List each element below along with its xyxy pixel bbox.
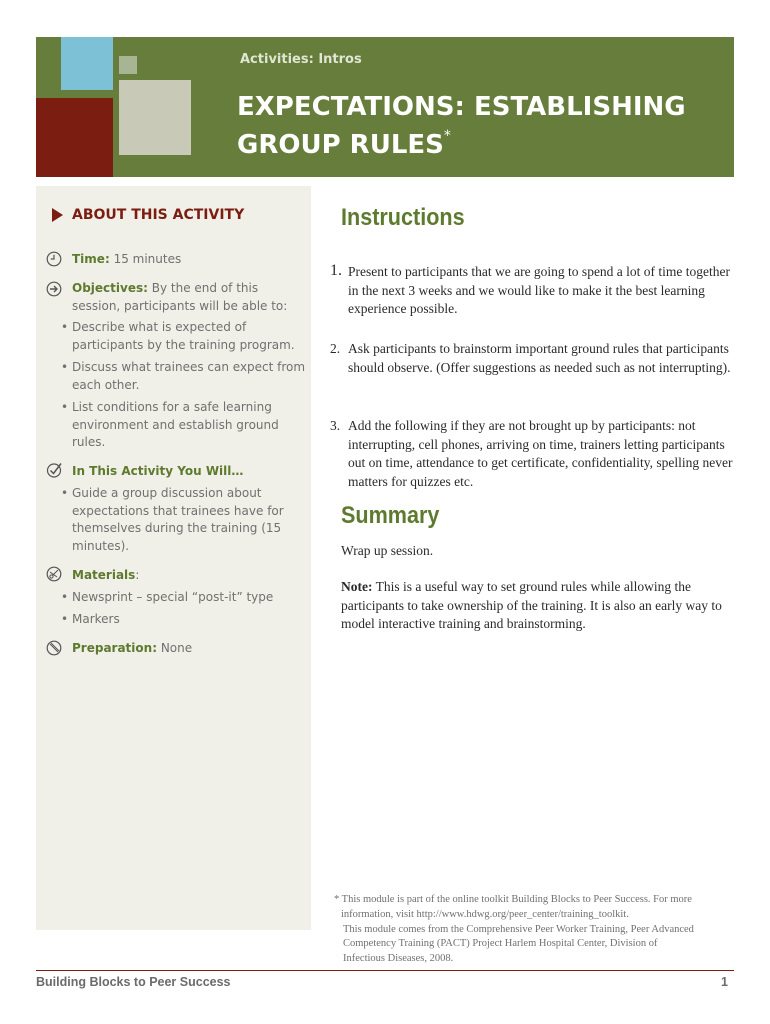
preparation-value: None — [160, 641, 193, 655]
footnote-line: Competency Training (PACT) Project Harlem Hospital Center, Division of — [343, 938, 658, 950]
footnote-line: Infectious Diseases, 2008. — [343, 953, 454, 965]
material-item: • Markers — [61, 611, 308, 629]
section-kicker: Activities: Intros — [240, 52, 362, 67]
title-line-1: EXPECTATIONS: ESTABLISHING — [237, 92, 686, 122]
step-number: 3. — [330, 418, 341, 433]
time-label: Time: — [72, 252, 110, 266]
step-text: Ask participants to brainstorm important ground rules that participants should observe. (Offer suggestions as needed such as not interrupting). — [348, 341, 731, 375]
decor-square-blue — [61, 37, 113, 90]
footnote-line: information, visit http://www.hdwg.org/peer_center/training_toolkit. — [341, 908, 629, 920]
activity-heading — [72, 463, 308, 481]
activity-item: • Guide a group discussion about expectations that trainees have for themselves during the training (15 minutes). — [61, 485, 308, 555]
footnote — [334, 893, 714, 967]
objective-item: • Discuss what trainees can expect from each other. — [61, 359, 308, 394]
note-label: Note: — [341, 579, 373, 594]
decor-square-small — [119, 56, 137, 74]
scissors-icon — [46, 566, 62, 582]
decor-square-red — [36, 98, 113, 177]
preparation-label: Preparation: — [72, 641, 157, 655]
preparation-row — [72, 640, 308, 658]
objectives-text: By the end of this session, participants will be able to: — [72, 281, 288, 313]
about-heading — [52, 207, 244, 223]
objective-item: • List conditions for a safe learning environment and establish ground rules. — [61, 399, 308, 452]
about-heading-text: ABOUT THIS ACTIVITY — [72, 207, 245, 223]
material-item: • Newsprint – special “post-it” type — [61, 589, 308, 607]
time-row — [72, 251, 308, 269]
summary-heading: Summary — [341, 502, 440, 529]
step-number: 1. — [330, 262, 342, 279]
pencil-icon — [46, 640, 62, 656]
instructions-heading: Instructions — [341, 204, 465, 231]
time-value: 15 minutes — [113, 252, 182, 266]
title-line-2: GROUP RULES — [237, 130, 444, 160]
summary-text: Wrap up session. — [341, 543, 434, 558]
footnote-line: This module comes from the Comprehensive Peer Worker Training, Peer Advanced — [343, 923, 694, 935]
step-text: Add the following if they are not brought up by participants: not interrupting, cell phones, arriving on time, trainers letting participants out on time, attendance to get certificate, confidentiality, spelling never matters for quizzes etc. — [348, 418, 733, 489]
footer-divider — [36, 970, 734, 971]
objective-item: • Describe what is expected of participants by the training program. — [61, 319, 308, 354]
note-paragraph — [341, 578, 736, 634]
page-title — [237, 88, 727, 164]
step-text: Present to participants that we are going to spend a lot of time together in the next 3 weeks and we would like to make it the best learning experience possible. — [348, 264, 731, 316]
activity-label: In This Activity You Will… — [72, 464, 244, 478]
footer-title: Building Blocks to Peer Success — [36, 975, 231, 989]
materials-label: Materials — [72, 568, 136, 582]
materials-colon: : — [135, 568, 140, 582]
title-footnote-mark: * — [443, 128, 451, 144]
footnote-line: * This module is part of the online toolkit Building Blocks to Peer Success. For more — [334, 894, 692, 905]
step-number: 2. — [330, 341, 341, 356]
clock-icon — [46, 251, 62, 267]
materials-heading — [72, 567, 308, 585]
page-number: 1 — [721, 975, 728, 989]
objectives-intro — [72, 280, 308, 315]
arrow-right-circle-icon — [46, 281, 62, 297]
note-text: This is a useful way to set ground rules while allowing the participants to take ownership of the training. It is also an early way to model interactive training and brainstorming. — [341, 579, 722, 631]
checkmark-circle-icon — [46, 462, 62, 478]
triangle-bullet-icon — [52, 208, 63, 222]
objectives-label: Objectives: — [72, 281, 148, 295]
decor-square-grey — [119, 80, 191, 155]
